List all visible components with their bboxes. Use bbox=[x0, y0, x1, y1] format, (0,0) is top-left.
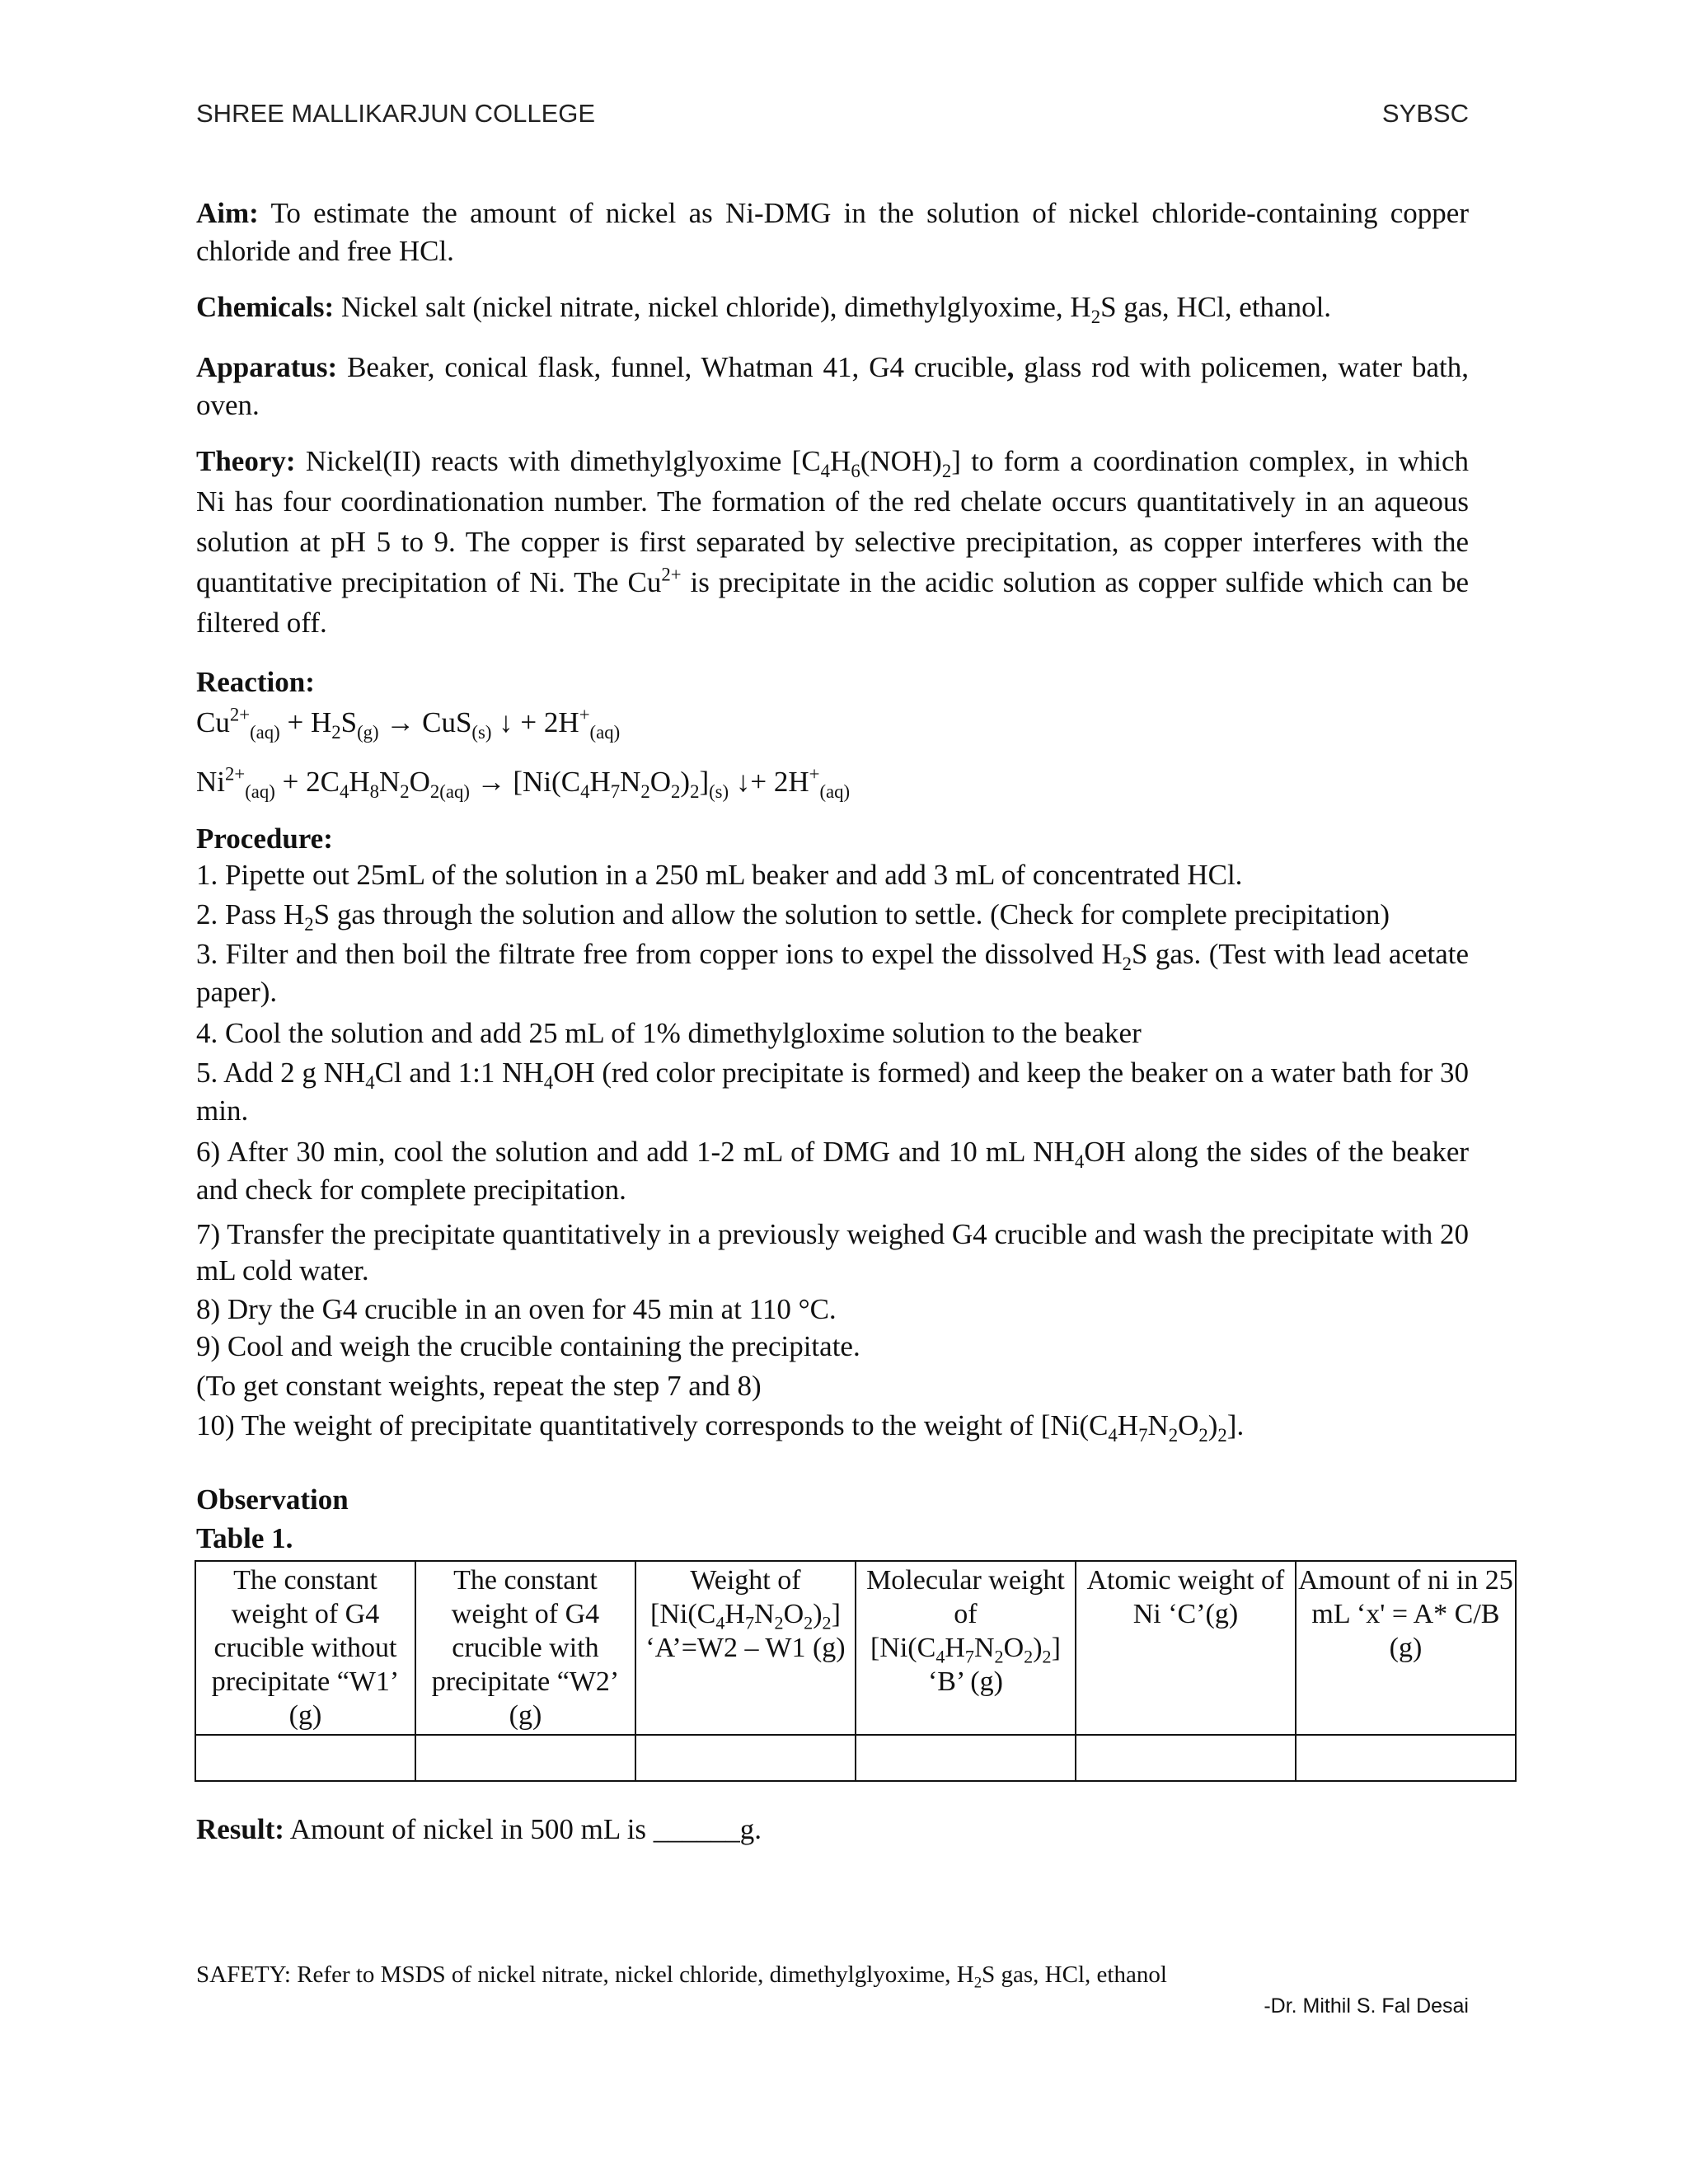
class-name: SYBSC bbox=[1381, 99, 1469, 128]
chemicals-section bbox=[196, 288, 1469, 326]
col-amount-x: Amount of ni in 25 mL ‘x' = A* C/B (g) bbox=[1296, 1561, 1516, 1735]
result-text: Amount of nickel in 500 mL is ______g. bbox=[289, 1813, 762, 1845]
reaction-equation-1: $Cu^{2+}_{(aq)} + H_2S_{(g)} \to CuS_{(s)}$ ↓ + $2H^+_{(aq)}$ bbox=[196, 704, 621, 743]
procedure-step-4: 4. Cool the solution and add 25 mL of 1% dimethylgloxime solution to the beaker bbox=[196, 1017, 1142, 1049]
procedure-step-8: 8) Dry the G4 crucible in an oven for 45 min at 110 °C. bbox=[196, 1293, 837, 1325]
observation-heading: Observation bbox=[196, 1483, 349, 1516]
cell-amount-x bbox=[1296, 1735, 1516, 1781]
observation-table bbox=[195, 1560, 1517, 1782]
aim-label: Aim: bbox=[196, 197, 259, 229]
cell-w2 bbox=[415, 1735, 635, 1781]
procedure-step-5: 5. Add 2 g $NH_4Cl$ and 1:1 $NH_4OH$ (red color precipitate is formed) and keep the beaker on a water bath for 30 min. bbox=[196, 1057, 1469, 1127]
procedure-step-10: 10) The weight of precipitate quantitatively corresponds to the weight of $[Ni(C_4H_7N_2O_2)_2]$. bbox=[196, 1409, 1245, 1446]
table-header-row bbox=[195, 1561, 1516, 1735]
col-w1: The constant weight of G4 crucible without precipitate “W1’ (g) bbox=[195, 1561, 415, 1735]
safety-note: SAFETY: Refer to MSDS of nickel nitrate, nickel chloride, dimethylglyoxime, $H_2S$ gas, HCl, ethanol bbox=[196, 1961, 1167, 1992]
aim-section bbox=[196, 194, 1469, 270]
reaction-equation-2: $Ni^{2+}_{(aq)} + 2C_4H_8N_2O_{2(aq)} \to [Ni(C_4H_7N_2O_2)_2]_{(s)}$ ↓+ $2H^+_{(aq)}$ bbox=[196, 763, 851, 802]
cell-w1 bbox=[195, 1735, 415, 1781]
reaction-heading: Reaction: bbox=[196, 666, 315, 698]
result-section bbox=[196, 1813, 762, 1846]
procedure-step-9: 9) Cool and weigh the crucible containing the precipitate. bbox=[196, 1330, 860, 1362]
procedure-step-1: 1. Pipette out 25mL of the solution in a 250 mL beaker and add 3 mL of concentrated HCl. bbox=[196, 859, 1243, 891]
theory-section bbox=[196, 441, 1469, 643]
apparatus-section bbox=[196, 349, 1469, 424]
apparatus-text: Beaker, conical flask, funnel, Whatman 41, G4 crucible, glass rod with policemen, water bath, oven. bbox=[196, 351, 1470, 421]
col-atomic-weight-c: Atomic weight of Ni ‘C’(g) bbox=[1076, 1561, 1296, 1735]
procedure-step-6: 6) After 30 min, cool the solution and add 1-2 mL of DMG and 10 mL $NH_4OH$ along the sides of the beaker and check for complete precipitation. bbox=[196, 1136, 1470, 1206]
result-label: Result: bbox=[196, 1813, 284, 1845]
aim-text: To estimate the amount of nickel as Ni-DMG in the solution of nickel chloride-containing copper chloride and free HCl. bbox=[196, 197, 1470, 267]
procedure-note: (To get constant weights, repeat the step 7 and 8) bbox=[196, 1370, 762, 1402]
table-label: Table 1. bbox=[196, 1522, 293, 1554]
theory-text: Nickel(II) reacts with dimethylglyoxime $[C_4H_6(NOH)_2]$ to form a coordination complex, in which Ni has four coordinationation number. The formation of the red chelate occurs quantitatively in an aqueous solution at pH 5 to 9. The copper is first separated by selective precipitation, as copper interferes with the quantitative precipitation of Ni. The $Cu^{2+}$ is precipitate in the acidic solution as copper sulfide which can be filtered off. bbox=[196, 445, 1470, 639]
apparatus-label: Apparatus: bbox=[196, 351, 338, 383]
theory-label: Theory: bbox=[196, 445, 296, 477]
cell-atomic-weight-c bbox=[1076, 1735, 1296, 1781]
cell-weight-a bbox=[635, 1735, 856, 1781]
college-name: SHREE MALLIKARJUN COLLEGE bbox=[196, 99, 596, 128]
procedure-heading: Procedure: bbox=[196, 823, 333, 855]
col-molecular-weight-b: Molecular weight of $[Ni(C_4H_7N_2O_2)_2]$ ‘B’ (g) bbox=[856, 1561, 1076, 1735]
author-signature: -Dr. Mithil S. Fal Desai bbox=[1264, 1994, 1469, 2018]
chemicals-text: Nickel salt (nickel nitrate, nickel chloride), dimethylglyoxime, $H_2S$ gas, HCl, ethanol. bbox=[340, 291, 1332, 327]
procedure-step-3: 3. Filter and then boil the filtrate free from copper ions to expel the dissolved $H_2S$ gas. (Test with lead acetate paper). bbox=[196, 938, 1469, 1008]
procedure-step-2: 2. Pass $H_2S$ gas through the solution and allow the solution to settle. (Check for complete precipitation) bbox=[196, 898, 1390, 935]
cell-molecular-weight-b bbox=[856, 1735, 1076, 1781]
col-w2: The constant weight of G4 crucible with precipitate “W2’ (g) bbox=[415, 1561, 635, 1735]
col-weight-a: Weight of $[Ni(C_4H_7N_2O_2)_2]$ ‘A’=W2 – W1 (g) bbox=[635, 1561, 856, 1735]
table-row bbox=[195, 1735, 1516, 1781]
procedure-step-7: 7) Transfer the precipitate quantitatively in a previously weighed G4 crucible and wash the precipitate with 20 mL cold water. bbox=[196, 1218, 1469, 1286]
chemicals-label: Chemicals: bbox=[196, 291, 335, 323]
